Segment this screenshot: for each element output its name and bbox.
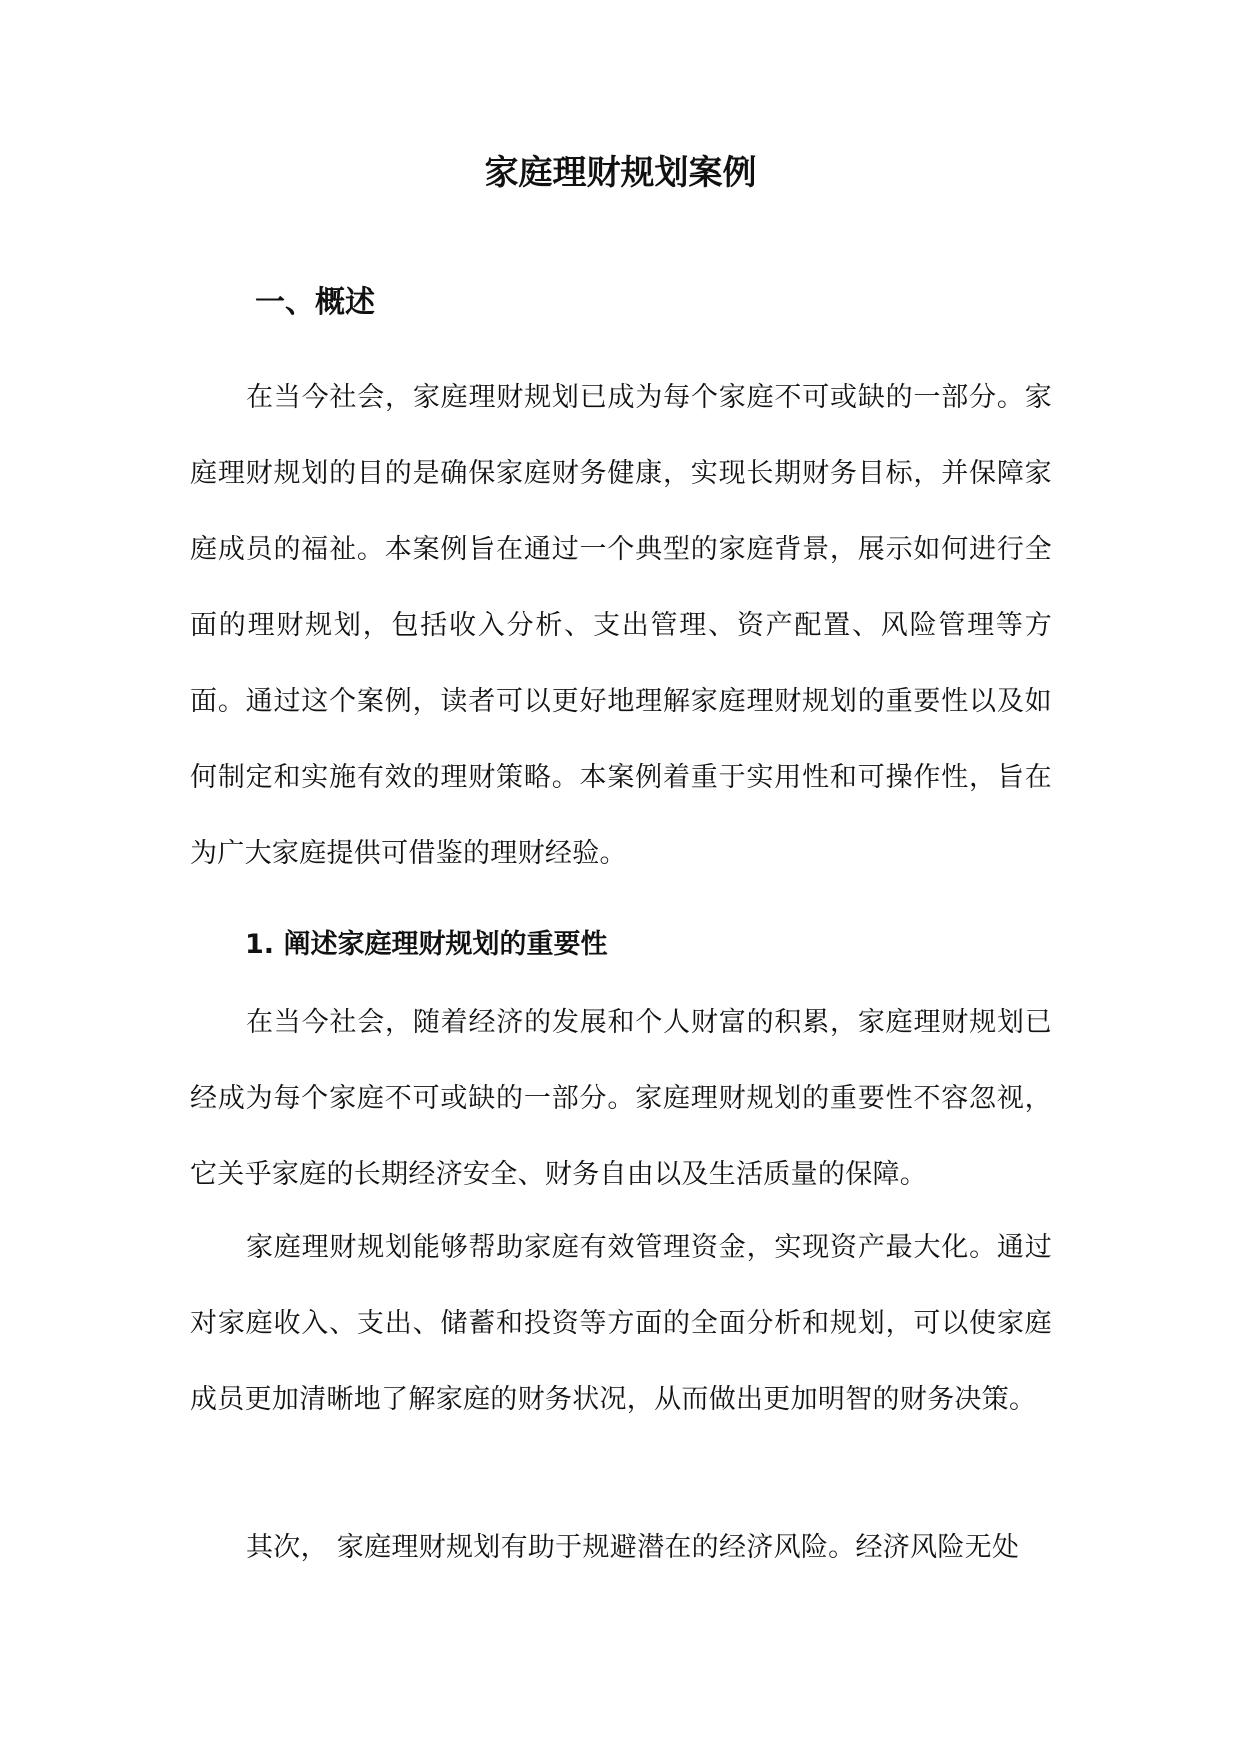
importance-paragraph-3: 其次， 家庭理财规划有助于规避潜在的经济风险。经济风险无处 xyxy=(246,1532,1020,1563)
subsection-heading-importance: 1. 阐述家庭理财规划的重要性 xyxy=(245,929,608,960)
overview-paragraph: 在当今社会，家庭理财规划已成为每个家庭不可或缺的一部分。家庭理财规划的目的是确保家庭财务健康，实现长期财务目标，并保障家庭成员的福祉。本案例旨在通过一个典型的家庭背景，展示如何进行全面的理财规划，包括收入分析、支出管理、资产配置、风险管理等方面。通过这个案例，读者可以更好地理解家庭理财规划的重要性以及如何制定和实施有效的理财策略。本案例着重于实用性和可操作性，旨在为广大家庭提供可借鉴的理财经验。 xyxy=(190,382,1052,869)
importance-paragraph-2: 家庭理财规划能够帮助家庭有效管理资金，实现资产最大化。通过对家庭收入、支出、储蓄和投资等方面的全面分析和规划，可以使家庭成员更加清晰地了解家庭的财务状况，从而做出更加明智的财务决策。 xyxy=(190,1232,1052,1415)
importance-paragraph-1: 在当今社会，随着经济的发展和个人财富的积累，家庭理财规划已经成为每个家庭不可或缺的一部分。家庭理财规划的重要性不容忽视，它关乎家庭的长期经济安全、财务自由以及生活质量的保障。 xyxy=(190,1007,1052,1190)
section-heading-overview: 一、概述 xyxy=(255,285,375,320)
document-title: 家庭理财规划案例 xyxy=(484,153,757,193)
